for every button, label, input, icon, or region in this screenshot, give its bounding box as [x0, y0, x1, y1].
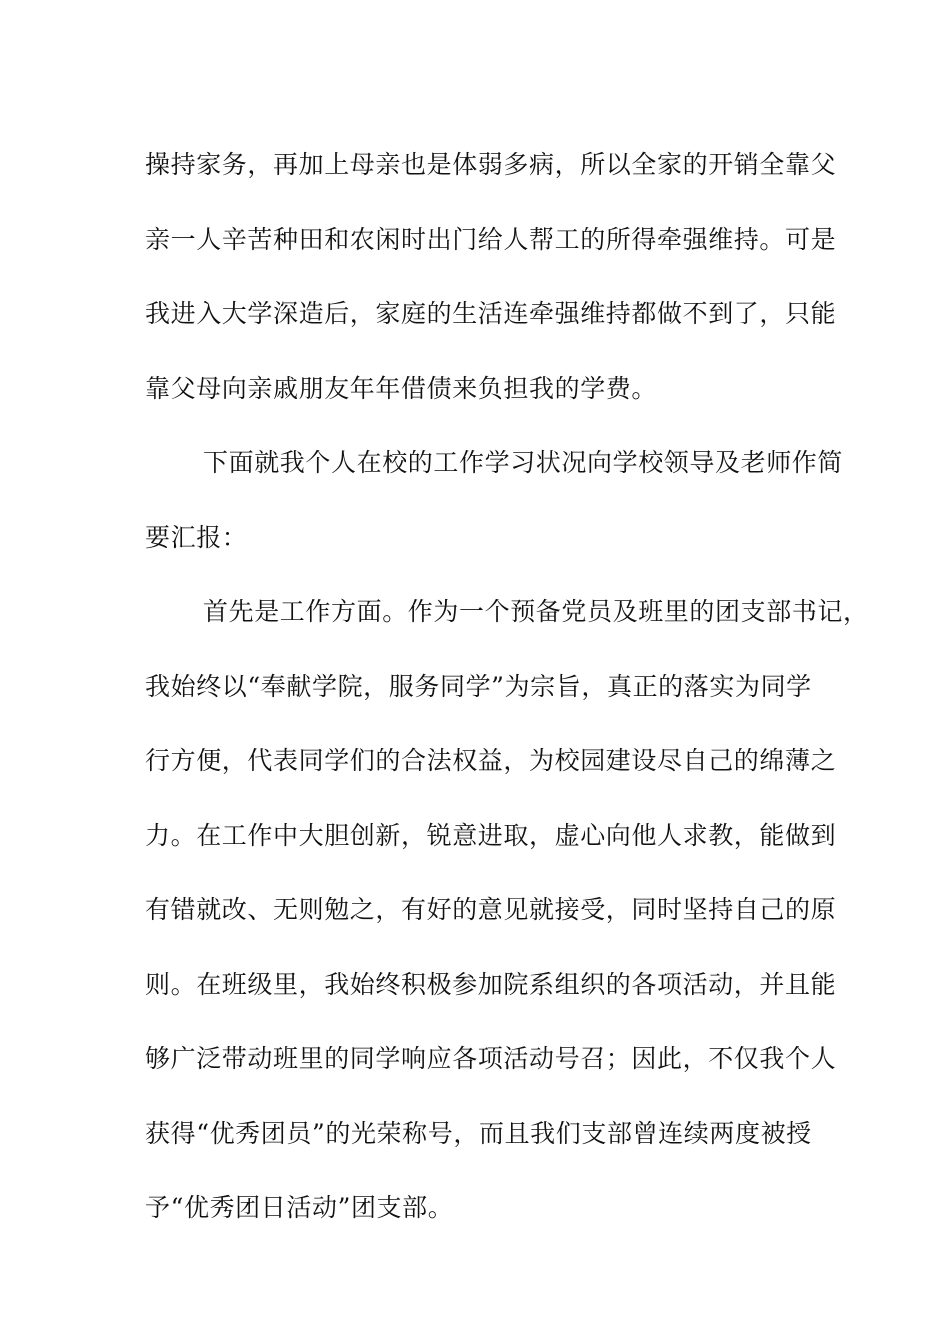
- paragraph-work-section: [145, 575, 869, 1246]
- text-line: 则。在班级里，我始终积极参加院系组织的各项活动，并且能: [145, 969, 837, 999]
- text-line: 力。在工作中大胆创新，锐意进取，虚心向他人求教，能做到: [145, 820, 837, 850]
- paragraph-report-intro: [145, 426, 844, 575]
- text-line: 要汇报：: [145, 522, 248, 552]
- text-line: 予“优秀团日活动”团支部。: [145, 1193, 454, 1222]
- text-line: 首先是工作方面。作为一个预备党员及班里的团支部书记，: [203, 597, 869, 626]
- text-line: 下面就我个人在校的工作学习状况向学校领导及老师作简: [203, 448, 844, 477]
- text-line: 够广泛带动班里的同学响应各项活动号召；因此，不仅我个人: [145, 1044, 837, 1073]
- text-line: 我进入大学深造后，家庭的生活连牵强维持都做不到了，只能: [145, 299, 837, 328]
- text-line: 行方便，代表同学们的合法权益，为校园建设尽自己的绵薄之: [145, 746, 837, 775]
- text-line: 亲一人辛苦种田和农闲时出门给人帮工的所得牵强维持。可是: [145, 224, 837, 254]
- text-line: 有错就改、无则勉之，有好的意见就接受，同时坚持自己的原: [145, 895, 837, 924]
- document-body: [145, 128, 869, 1246]
- text-line: 获得“优秀团员”的光荣称号，而且我们支部曾连续两度被授: [145, 1118, 812, 1148]
- paragraph-family-background: [145, 128, 837, 426]
- text-line: 靠父母向亲戚朋友年年借债来负担我的学费。: [145, 373, 658, 403]
- text-line: 我始终以“奉献学院，服务同学”为宗旨，真正的落实为同学: [145, 671, 812, 701]
- text-line: 操持家务，再加上母亲也是体弱多病，所以全家的开销全靠父: [145, 150, 837, 179]
